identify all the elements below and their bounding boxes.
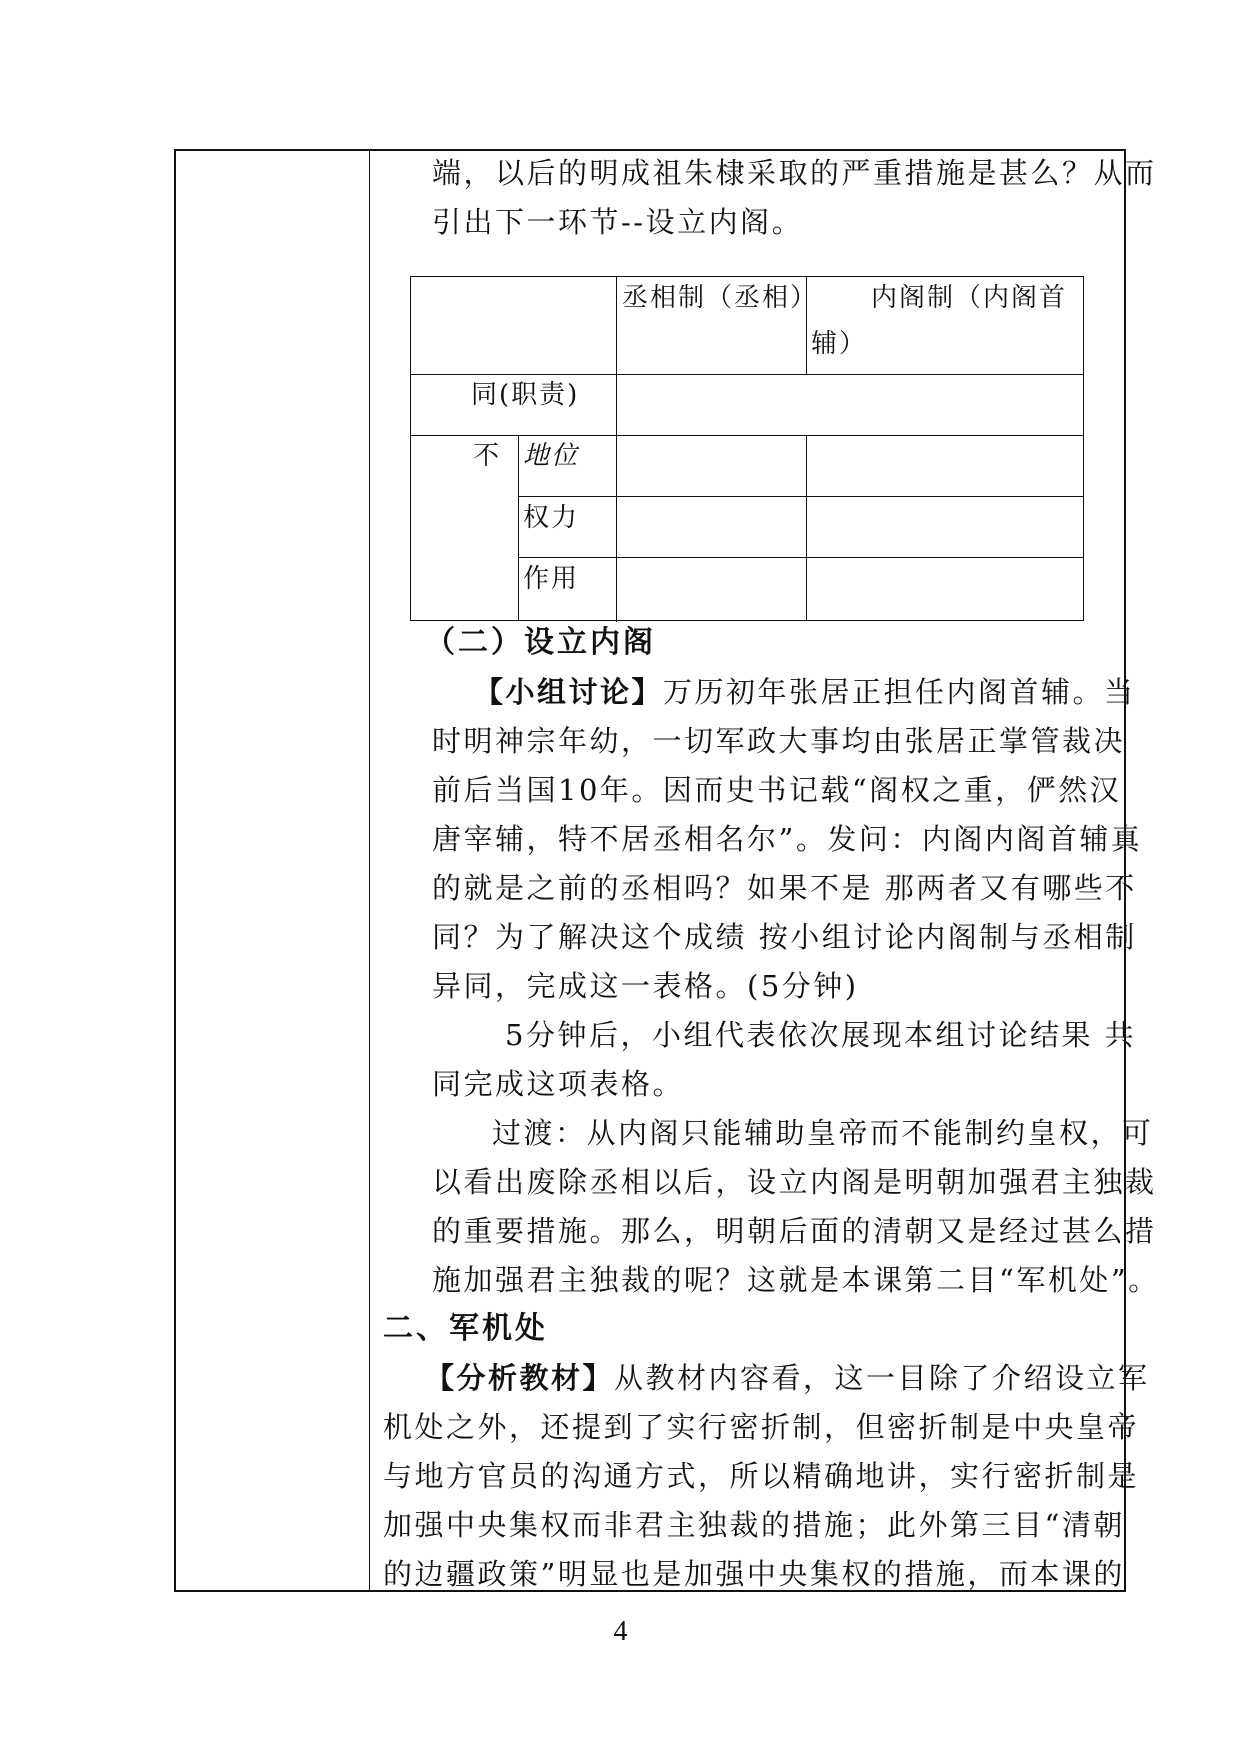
analysis-label: 【分析教材】: [425, 1361, 615, 1395]
text-line: 同完成这项表格。: [432, 1067, 685, 1101]
analysis-first-line: [425, 1360, 1150, 1396]
text-line: 异同，完成这一表格。(5分钟): [432, 969, 859, 1003]
column-divider: [369, 151, 370, 1590]
text-line: 端，以后的明成祖朱棣采取的严重措施是甚么？从而: [432, 156, 1157, 190]
row-label-power: 权力: [523, 503, 580, 533]
text-line: 加强中央集权而非君主独裁的措施；此外第三目“清朝: [383, 1508, 1125, 1542]
discussion-first-line: [474, 674, 1136, 710]
text-line: 前后当国10年。因而史书记载“阁权之重，俨然汉: [432, 773, 1122, 807]
section-heading: 二、军机处: [383, 1311, 548, 1346]
text-line: 以看出废除丞相以后，设立内阁是明朝加强君主独裁: [432, 1165, 1157, 1199]
text-line: 的就是之前的丞相吗？如果不是 那两者又有哪些不: [432, 871, 1137, 905]
analysis-text: 从教材内容看，这一目除了介绍设立军: [614, 1361, 1150, 1395]
text-line: 同？为了解决这个成绩 按小组讨论内阁制与丞相制: [432, 920, 1137, 954]
text-line: 引出下一环节--设立内阁。: [432, 205, 804, 239]
row-label-diff: 不: [473, 441, 502, 471]
row-label-status: 地位: [523, 441, 580, 471]
discussion-label: 【小组讨论】: [474, 675, 664, 709]
page-number: 4: [613, 1616, 628, 1647]
section-heading: （二）设立内阁: [425, 625, 656, 660]
text-line: 的重要措施。那么，明朝后面的清朝又是经过甚么措: [432, 1214, 1157, 1248]
comparison-table: [410, 276, 1084, 621]
text-line: 时明神宗年幼，一切军政大事均由张居正掌管裁决: [432, 724, 1126, 758]
discussion-text: 万历初年张居正担任内阁首辅。当: [663, 675, 1136, 709]
header-cabinet-cont: 辅）: [811, 329, 868, 359]
text-line: 与地方官员的沟通方式，所以精确地讲，实行密折制是: [383, 1459, 1140, 1493]
text-line: 过渡：从内阁只能辅助皇帝而不能制约皇权，可: [492, 1116, 1154, 1150]
text-line: 5分钟后，小组代表依次展现本组讨论结果 共: [505, 1018, 1137, 1052]
header-chancellor: 丞相制（丞相）: [622, 283, 819, 313]
row-label-same: 同(职责): [471, 380, 580, 410]
text-line: 唐宰辅，特不居丞相名尔”。发问：内阁内阁首辅真: [432, 822, 1143, 856]
header-cabinet: 内阁制（内阁首: [871, 283, 1068, 313]
text-line: 施加强君主独裁的呢？这就是本课第二目“军机处”。: [432, 1263, 1160, 1297]
text-line: 机处之外，还提到了实行密折制，但密折制是中央皇帝: [383, 1410, 1140, 1444]
row-label-role: 作用: [523, 564, 580, 594]
text-line: 的边疆政策”明显也是加强中央集权的措施，而本课的: [383, 1557, 1125, 1591]
